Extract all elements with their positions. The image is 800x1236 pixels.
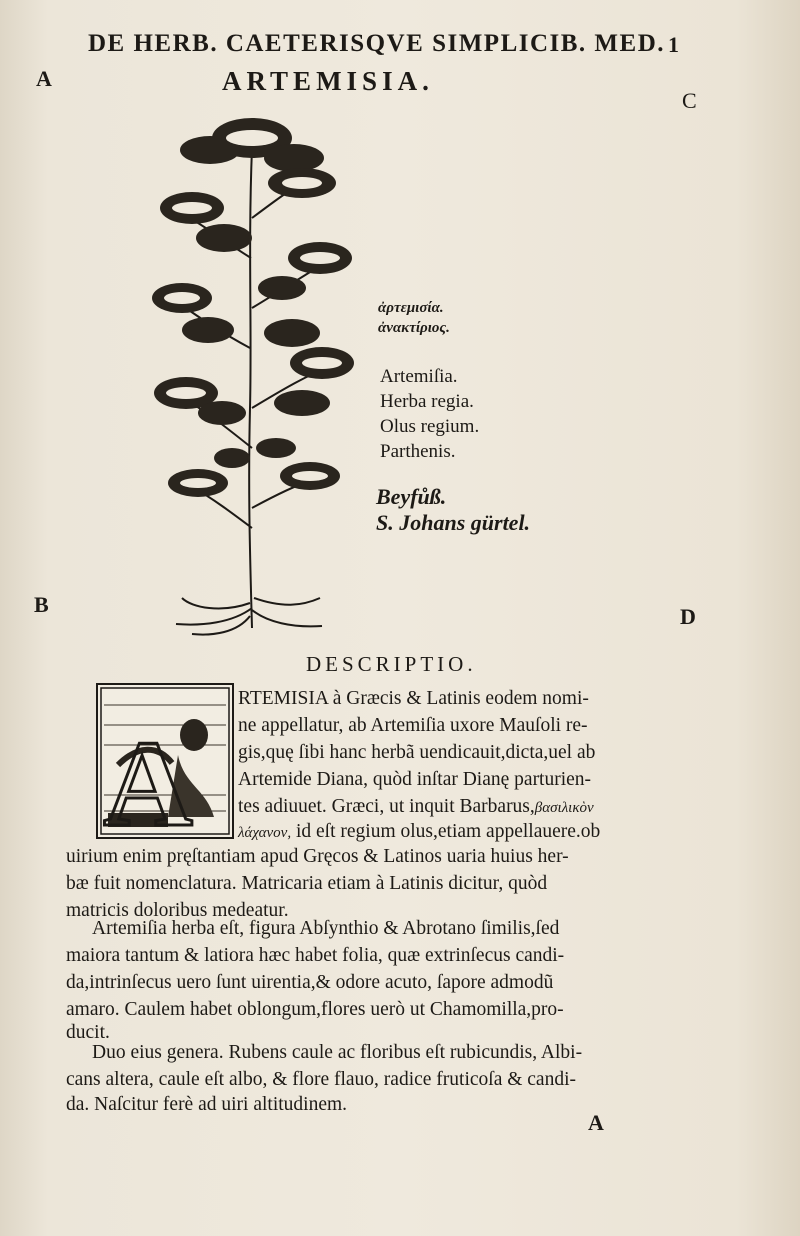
page-title: ARTEMISIA. — [222, 66, 434, 96]
greek-inline-2: λάχανον, — [238, 825, 292, 841]
artemisia-woodcut-illustration — [152, 108, 362, 638]
para1-line-3: gis,quę ſibi hanc herbã uendicauit,dicta,uel ab — [238, 742, 596, 763]
para1-line-5-text: tes adiuuet. Græci, ut inquit Barbarus, — [238, 796, 535, 817]
latin-name-1: Artemiſia. — [380, 366, 458, 387]
margin-letter-c: C — [682, 88, 697, 113]
para1-line-5 — [238, 796, 594, 818]
para1-line-1: RTEMISIA à Græcis & Latinis eodem nomi- — [238, 688, 589, 709]
para1-line-4: Artemide Diana, quòd inſtar Dianę parturien- — [238, 769, 592, 790]
para1-line-9: matricis doloribus medeatur. — [66, 900, 289, 921]
initial-woodcut-icon — [98, 685, 232, 837]
para2-line-4: amaro. Caulem habet oblongum,flores uerò ut Chamomilla,pro- — [66, 999, 564, 1020]
section-heading: DESCRIPTIO. — [306, 652, 477, 676]
para2-line-3: da,intrinſecus uero ſunt uirentia,& odore acuto, ſapore admodũ — [66, 972, 554, 993]
german-name-2: S. Johans gürtel. — [376, 510, 531, 535]
latin-name-4: Parthenis. — [380, 441, 456, 462]
para2-line-1: Artemiſia herba eſt, figura Abſynthio & Abrotano ſimilis,ſed — [92, 918, 560, 939]
margin-letter-a: A — [36, 66, 52, 91]
greek-name-2: ἀνακτίριος. — [378, 320, 450, 336]
para2-line-5: ducit. — [66, 1022, 110, 1043]
para2-line-2: maiora tantum & latiora hæc habet folia, quæ extrinſecus candi- — [66, 945, 565, 966]
para1-line-8: bæ fuit nomenclatura. Matricaria etiam à Latinis dicitur, quòd — [66, 873, 548, 894]
german-name-1: Beyfůß. — [376, 484, 447, 509]
svg-text:A: A — [103, 715, 193, 837]
para3-line-2: cans altera, caule eſt albo, & flore flauo, radice fruticoſa & candi- — [66, 1069, 576, 1090]
page-number: 1 — [668, 32, 679, 57]
running-header: DE HERB. CAETERISQVE SIMPLICIB. MED. — [88, 30, 666, 57]
latin-name-3: Olus regium. — [380, 416, 480, 437]
greek-name-1: ἀρτεμισία. — [378, 300, 444, 316]
decorated-initial — [96, 683, 234, 839]
para1-line-2: ne appellatur, ab Artemiſia uxore Mauſoli re- — [238, 715, 588, 736]
para1-line-7: uirium enim pręſtantiam apud Gręcos & Latinos uaria huius her- — [66, 846, 569, 867]
para3-line-3: da. Naſcitur ferè ad uiri altitudinem. — [66, 1094, 348, 1115]
margin-letter-d: D — [680, 604, 696, 629]
para1-line-6-text: id eſt regium olus,etiam appellauere.ob — [295, 821, 601, 842]
catchword: A — [588, 1110, 604, 1135]
para1-line-6 — [238, 821, 600, 843]
greek-inline-1: βασιλικὸν — [534, 800, 594, 816]
para3-line-1: Duo eius genera. Rubens caule ac floribus eſt rubicundis, Albi- — [92, 1042, 583, 1063]
margin-letter-b: B — [34, 592, 49, 617]
latin-name-2: Herba regia. — [380, 391, 474, 412]
